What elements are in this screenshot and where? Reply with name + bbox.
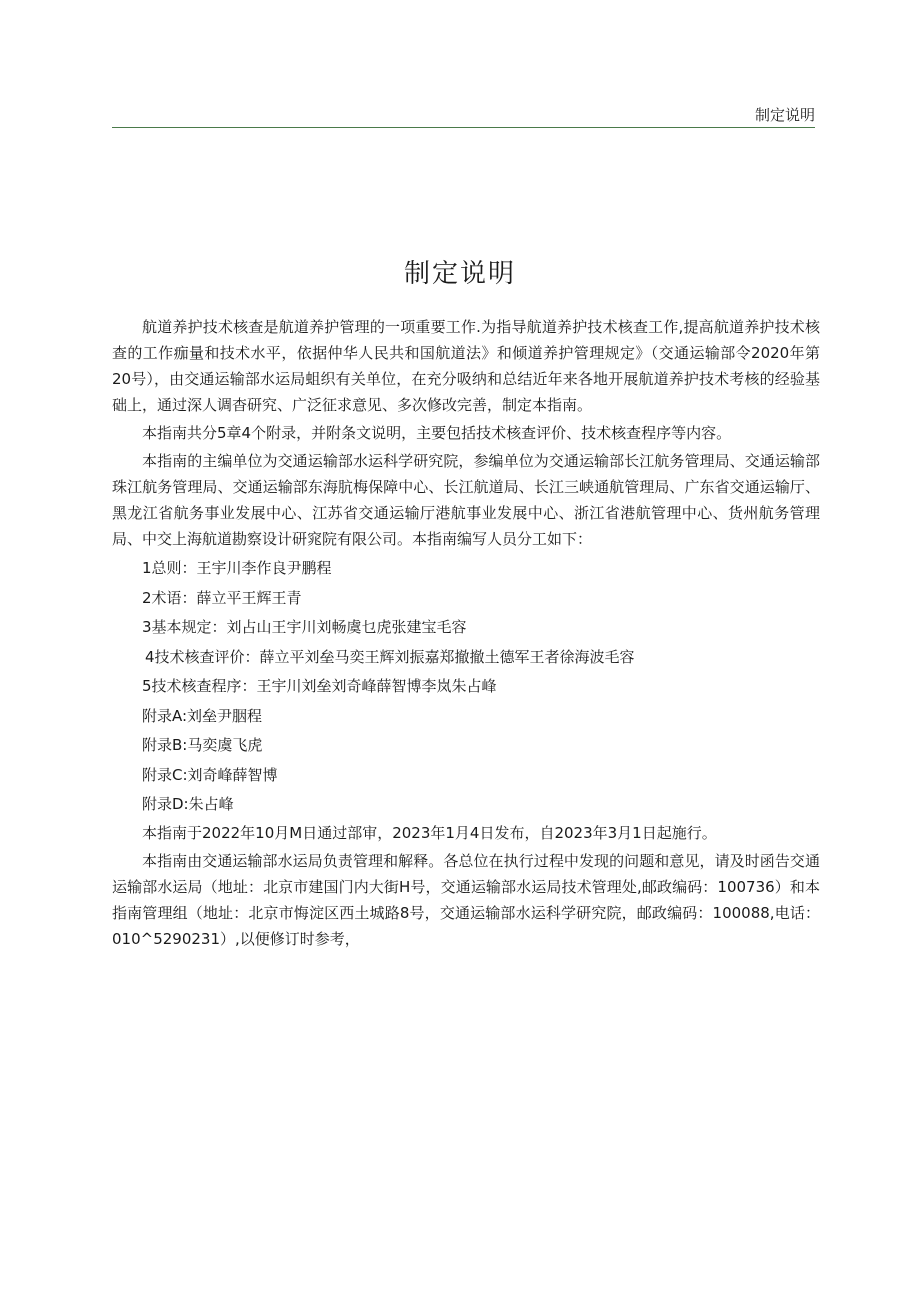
- header-rule: [112, 127, 815, 128]
- paragraph-structure: 本指南共分5章4个附录，并附条文说明，主要包括技术核查评价、技术核查程序等内容。: [142, 424, 732, 442]
- document-title: 制定说明: [403, 259, 516, 289]
- paragraph-effective-date: 本指南于2022年10月M日通过部审，2023年1月4日发布，自2023年3月1日起施行。: [142, 823, 717, 842]
- paragraph-contact: 本指南由交通运输部水运局负责管理和解释。各总位在执行过程中发现的问题和意见，请及时函告交通运输部水运局（地址：北京市建国门内大街H号，交通运输部水运局技术管理处,邮政编码：100736）和本指南管理组（地址：北京市悔淀区西土城路8号，交通运输部水运科学研究院，邮政编码：100088,电话：010^5290231）,以便修订时参考，: [112, 851, 820, 948]
- roster-item: 附录B:马奕虞飞虎: [142, 736, 263, 754]
- roster-item: 附录A:刘垒尹胭程: [142, 706, 263, 725]
- roster-item: 附录D:朱占峰: [142, 795, 234, 813]
- roster-list: [112, 554, 820, 820]
- roster-item: 1总则：王宇川李作良尹鹏程: [142, 559, 332, 577]
- paragraph-intro: 航道养护技术核查是航道养护管理的一项重要工作.为指导航道养护技术核查工作,提高航道养护技术核查的工作痂量和技术水平，依据仲华人民共和国航道法》和倾道养护管理规定》（交通运输部令2020年第20号），由交通运输部水运局蛆织有关单位，在充分吸纳和总结近年来各地开展航道养护技术考核的经验基础上，通过深人调杳研究、广泛征求意见、多次修改完善，制定本指南。: [112, 318, 820, 414]
- roster-item: 附录C:刘奇峰薛智博: [142, 765, 278, 784]
- document-body: [112, 314, 820, 954]
- roster-item: 3基本规定：刘占山王宇川刘畅虞乜虎张建宝毛容: [142, 618, 467, 636]
- roster-item: 4技术核查评价：薛立平刘垒马奕王辉刘振嘉郑撤撤土德军王者徐海波毛容: [145, 647, 635, 666]
- running-header: 制定说明: [754, 106, 815, 124]
- paragraph-units: 本指南的主编单位为交通运输部水运科学研究院，参编单位为交通运输部长江航务管理局、交通运输部珠江航务管理局、交通运输部东海肮梅保障中心、长江航道局、长江三峡通航管理局、广东省交通运输厅、黑龙江省航务事业发展中心、江苏省交通运输厅港航事业发展中心、浙江省港航管理中心、货州航务管理局、中交上海航道勘察设计研窕院有限公司。本指南编写人员分工如下：: [112, 452, 820, 548]
- roster-item: 2术语：薛立平王辉王青: [142, 588, 302, 607]
- roster-item: 5技术核查程序：王宇川刘垒刘奇峰薛智博李岚朱占峰: [142, 677, 497, 695]
